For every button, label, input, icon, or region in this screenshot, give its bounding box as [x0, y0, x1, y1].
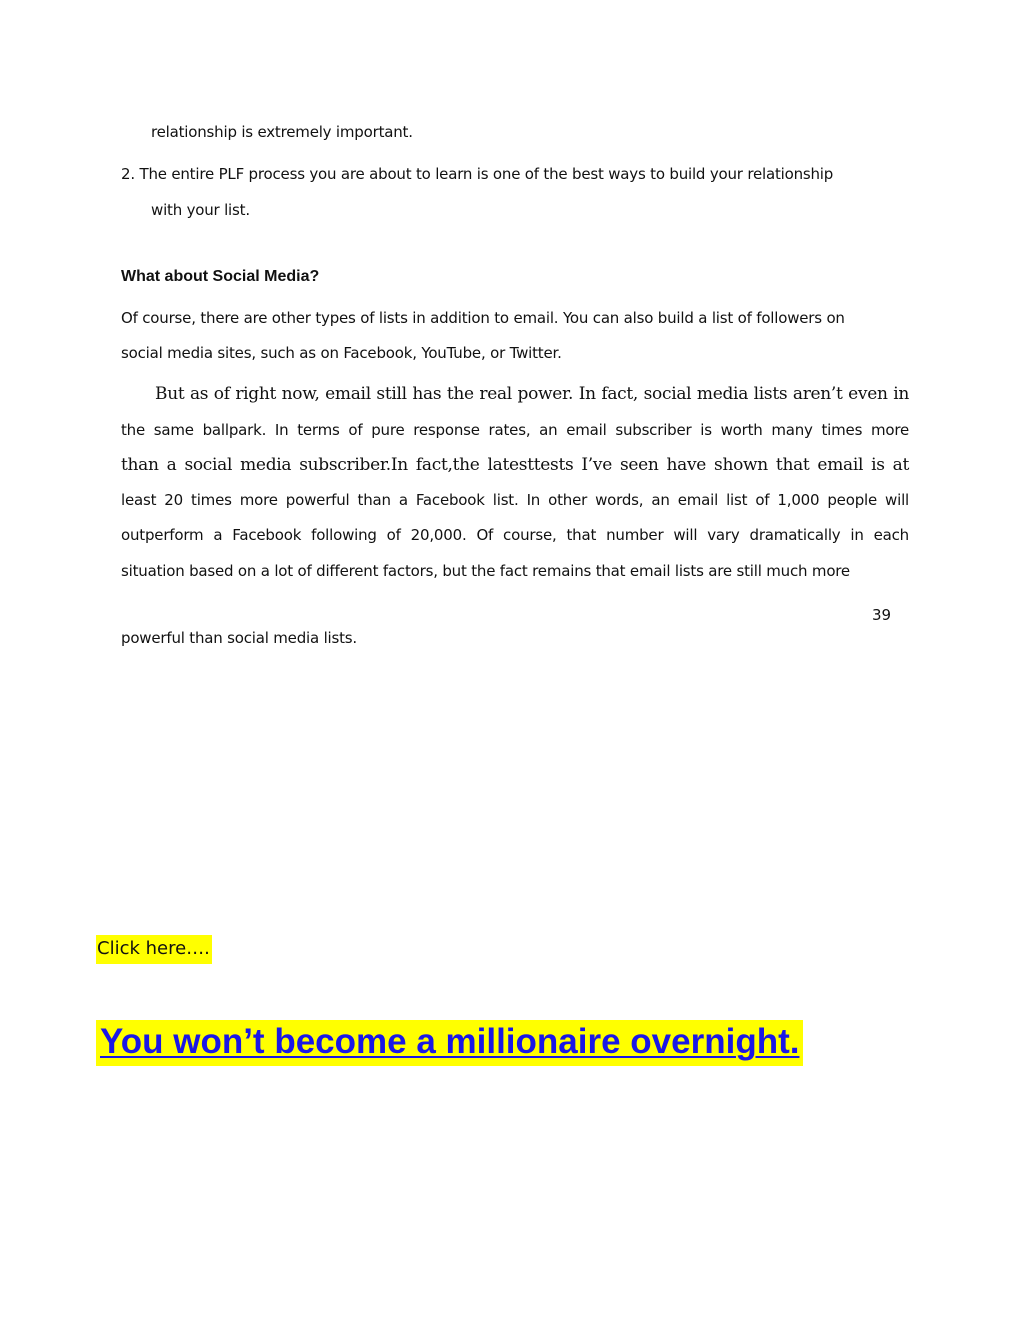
page-number: 39 [872, 606, 892, 624]
paragraph-1-line-1: Of course, there are other types of lists in addition to email. You can also build a list of followers on [121, 309, 845, 327]
millionaire-headline-link[interactable]: You won’t become a millionaire overnight. [100, 1022, 800, 1061]
section-heading: What about Social Media? [121, 268, 320, 285]
list-item-2-continuation: with your list. [151, 201, 250, 219]
click-here-link[interactable]: Click here…. [96, 935, 212, 964]
list-item-1-continuation: relationship is extremely important. [151, 123, 413, 141]
paragraph-2-line-7: powerful than social media lists. [121, 629, 357, 647]
paragraph-2-line-6: situation based on a lot of different factors, but the fact remains that email lists are still much more [121, 562, 850, 580]
paragraph-2-line-1: But as of right now, email still has the real power. In fact, social media lists aren’t even in [155, 384, 909, 404]
paragraph-1-line-2: social media sites, such as on Facebook, YouTube, or Twitter. [121, 344, 562, 362]
list-item-2: 2. The entire PLF process you are about to learn is one of the best ways to build your relationship [121, 165, 834, 183]
paragraph-2-line-2: the same ballpark. In terms of pure response rates, an email subscriber is worth many times more [121, 421, 909, 439]
promo-headline-highlight [96, 1020, 803, 1066]
paragraph-2-line-3: than a social media subscriber.In fact,the latesttests I’ve seen have shown that email is at [121, 455, 909, 475]
paragraph-2-line-5: outperform a Facebook following of 20,000. Of course, that number will vary dramatically in each [121, 526, 909, 544]
paragraph-2-line-4: least 20 times more powerful than a Facebook list. In other words, an email list of 1,000 people will [121, 491, 909, 509]
